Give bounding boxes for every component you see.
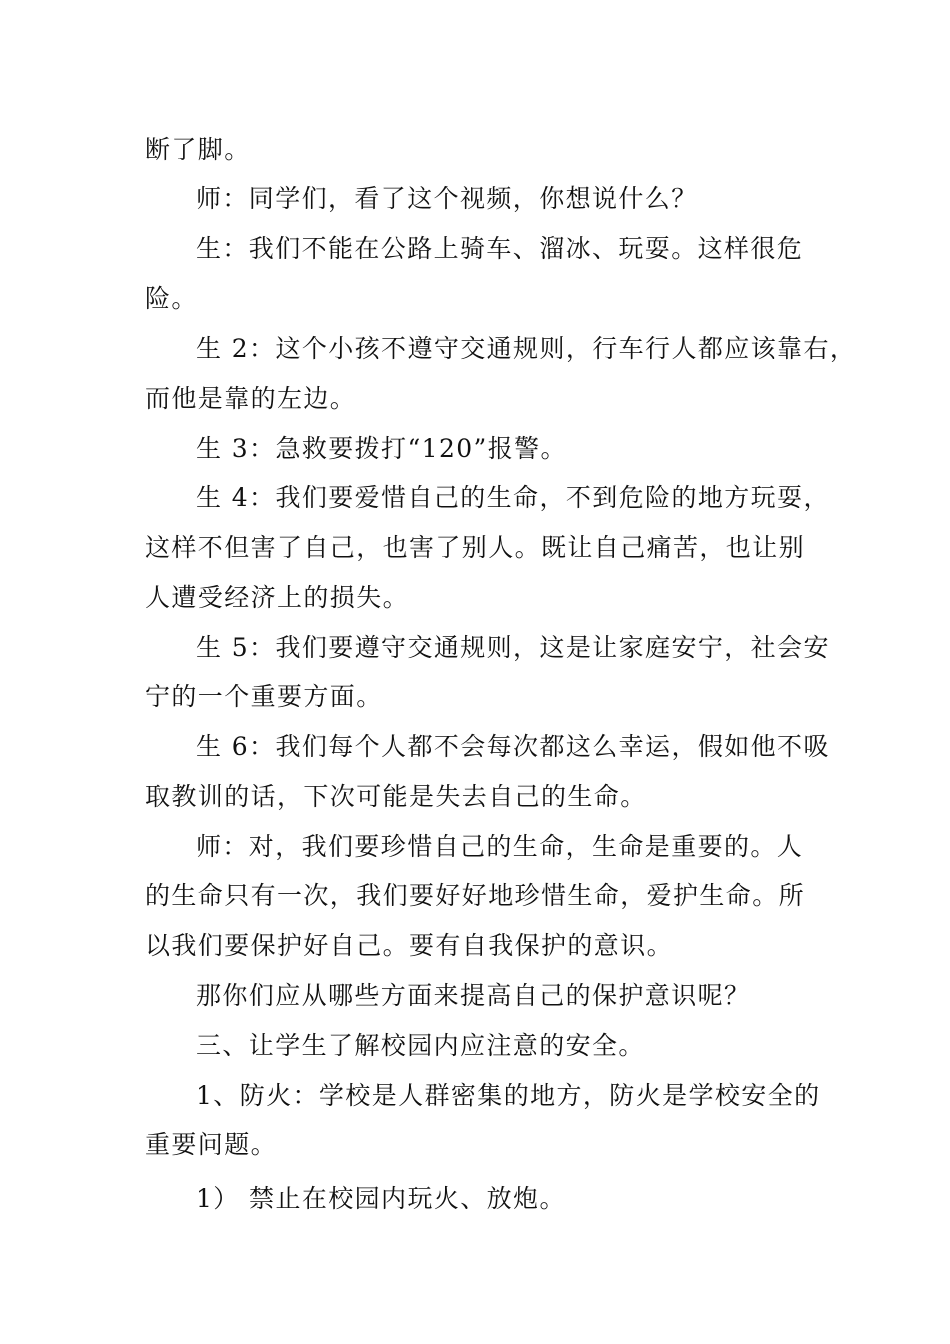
text-line: 师：同学们，看了这个视频，你想说什么？	[196, 184, 698, 213]
text-line: 生：我们不能在公路上骑车、溜冰、玩耍。这样很危	[196, 234, 804, 263]
text-line: 断了脚。	[145, 135, 251, 164]
text-line: 宁的一个重要方面。	[145, 682, 383, 711]
text-line: 师：对，我们要珍惜自己的生命，生命是重要的。人	[196, 832, 804, 861]
text-line: 1、防火：学校是人群密集的地方，防火是学校安全的	[196, 1081, 821, 1110]
text-line: 这样不但害了自己，也害了别人。既让自己痛苦，也让别	[145, 533, 806, 562]
text-line: 以我们要保护好自己。要有自我保护的意识。	[145, 931, 674, 960]
text-line: 而他是靠的左边。	[145, 384, 357, 413]
text-line: 的生命只有一次，我们要好好地珍惜生命，爱护生命。所	[145, 881, 806, 910]
text-line: 险。	[145, 284, 198, 313]
text-line: 重要问题。	[145, 1130, 278, 1159]
text-line: 生 5：我们要遵守交通规则，这是让家庭安宁，社会安	[196, 633, 830, 662]
text-line: 生 2：这个小孩不遵守交通规则，行车行人都应该靠右，	[196, 334, 857, 363]
text-line: 生 6：我们每个人都不会每次都这么幸运，假如他不吸	[196, 732, 830, 761]
list-item: 1） 禁止在校园内玩火、放炮。	[196, 1184, 566, 1213]
text-line: 生 4：我们要爱惜自己的生命，不到危险的地方玩耍，	[196, 483, 830, 512]
text-line: 生 3：急救要拨打“120”报警。	[196, 434, 567, 463]
text-line: 取教训的话，下次可能是失去自己的生命。	[145, 782, 647, 811]
text-line: 那你们应从哪些方面来提高自己的保护意识呢？	[196, 981, 751, 1010]
section-heading: 三、让学生了解校园内应注意的安全。	[196, 1031, 645, 1060]
text-line: 人遭受经济上的损失。	[145, 583, 410, 612]
